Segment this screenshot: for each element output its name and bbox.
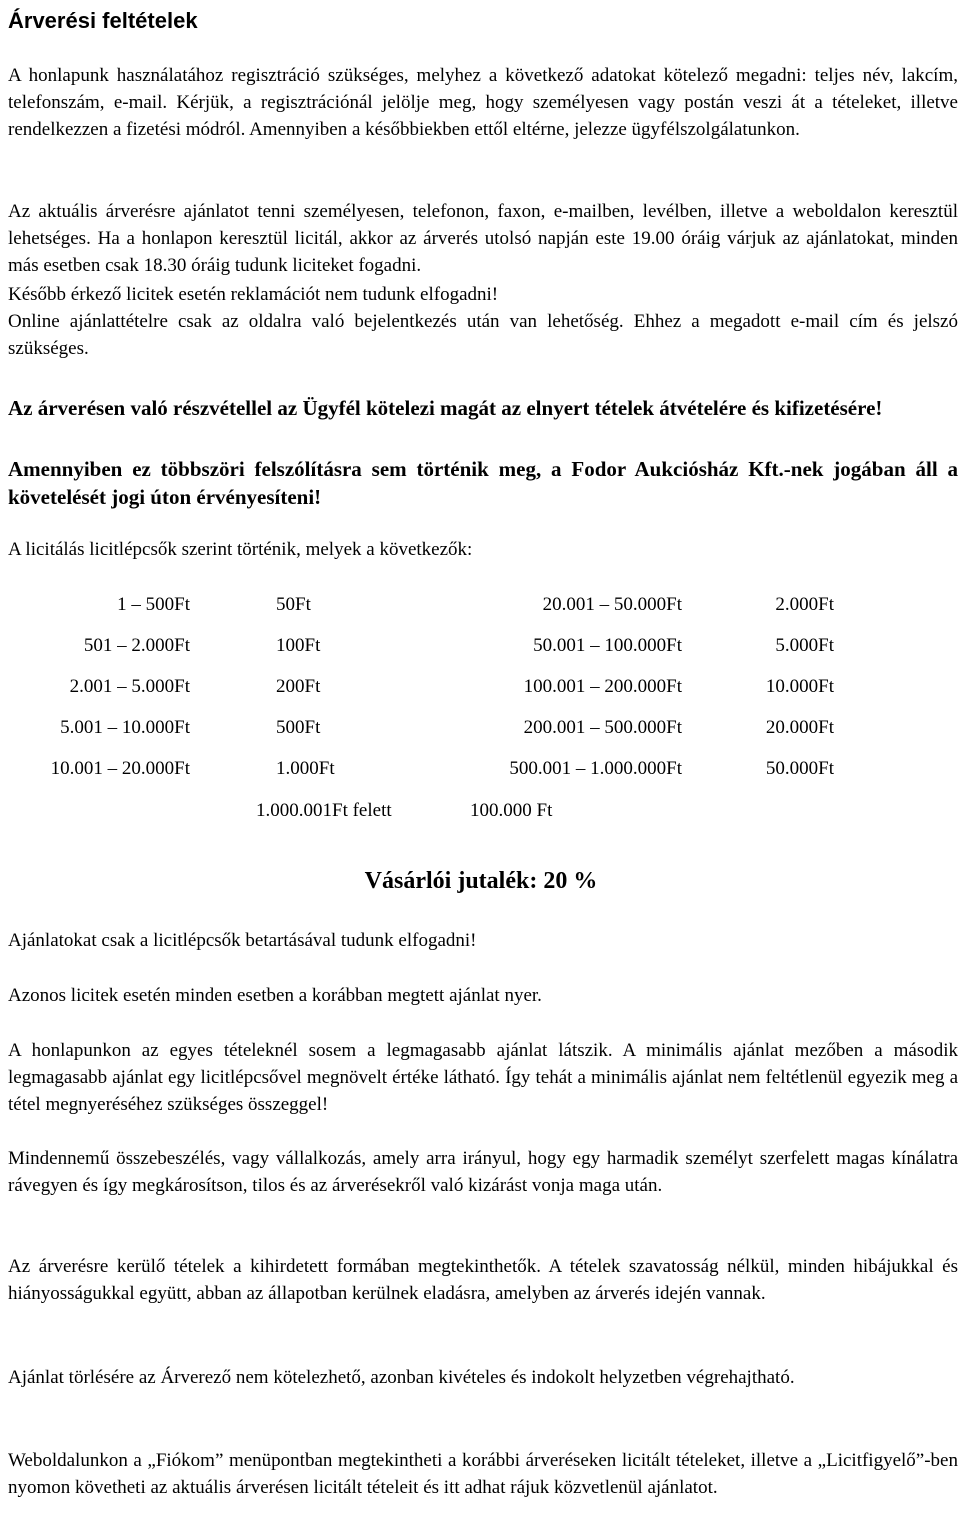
range-b: 500.001 – 1.000.000Ft	[509, 758, 682, 779]
bid-step-row-last	[8, 800, 958, 826]
legal-enforcement-notice: Amennyiben ez többszöri felszólításra sem történik meg, a Fodor Aukciósház Kft.-nek jogában áll a követelését jogi úton érvényesíteni!	[8, 457, 958, 509]
collusion-paragraph: Mindennemű összebeszélés, vagy vállalkozás, amely arra irányul, hogy egy harmadik személyt szerfelett magas kínálatra rávegyen és így megkárosítson, tilos és az árverésekről való kizárást vonja maga után.	[8, 1148, 958, 1196]
range-last: 1.000.001Ft felett	[256, 800, 392, 821]
registration-paragraph: A honlapunk használatához regisztráció szükséges, melyhez a következő adatokat kötelező megadni: teljes név, lakcím, telefonszám, e-mail. Kérjük, a regisztrációnál jelölje meg, hogy személyesen vagy postán veszi át a tételeket, illetve rendelkezzen a fizetési módról. Amennyiben a későbbiekben ettől eltérne, jelezze ügyfélszolgálatunkon.	[8, 65, 958, 140]
range-b: 200.001 – 500.000Ft	[523, 717, 682, 738]
obligation-notice: Az árverésen való részvétellel az Ügyfél kötelezi magát az elnyert tételek átvételére és kifizetésére!	[8, 396, 883, 420]
range-a: 10.001 – 20.000Ft	[50, 758, 190, 779]
step-last: 100.000 Ft	[470, 800, 553, 821]
page-title: Árverési feltételek	[8, 8, 198, 33]
range-b: 100.001 – 200.000Ft	[523, 676, 682, 697]
step-b: 20.000Ft	[765, 717, 834, 738]
bid-steps-intro: A licitálás licitlépcsők szerint történik, melyek a következők:	[8, 539, 473, 560]
bidding-methods-paragraph: Az aktuális árverésre ajánlatot tenni személyesen, telefonon, faxon, e-mailben, levélben, illetve a weboldalon keresztül lehetséges. Ha a honlapon keresztül licitál, akkor az árverés utolsó napján este 19.00 óráig várjuk az ajánlatokat, minden más esetben csak 18.30 óráig tudunk liciteket fogadni.	[8, 201, 958, 276]
equal-bids-rule: Azonos licitek esetén minden esetben a korábban megtett ajánlat nyer.	[8, 985, 542, 1006]
range-a: 1 – 500Ft	[117, 594, 190, 615]
buyer-commission: Vásárlói jutalék: 20 %	[364, 868, 598, 894]
range-a: 2.001 – 5.000Ft	[69, 676, 190, 697]
step-b: 10.000Ft	[765, 676, 834, 697]
range-b: 50.001 – 100.000Ft	[533, 635, 682, 656]
online-bidding-paragraph: Online ajánlattételre csak az oldalra való bejelentkezés után van lehetőség. Ehhez a megadott e-mail cím és jelszó szükséges.	[8, 311, 958, 359]
step-b: 2.000Ft	[775, 594, 834, 615]
bid-step-row	[8, 758, 958, 784]
range-a: 5.001 – 10.000Ft	[60, 717, 190, 738]
step-a: 50Ft	[276, 594, 311, 615]
account-menu-paragraph: Weboldalunkon a „Fiókom” menüpontban megtekintheti a korábbi árveréseken licitált tételeket, illetve a „Licitfigyelő”-ben nyomon követheti az aktuális árverésen licitált tételeit és itt adhat rájuk közvetlenül ajánlatot.	[8, 1450, 958, 1498]
step-a: 1.000Ft	[276, 758, 335, 779]
step-b: 50.000Ft	[765, 758, 834, 779]
bid-step-row	[8, 594, 958, 620]
bid-steps-acceptance: Ajánlatokat csak a licitlépcsők betartásával tudunk elfogadni!	[8, 930, 477, 951]
step-a: 500Ft	[276, 717, 321, 738]
step-a: 200Ft	[276, 676, 321, 697]
step-a: 100Ft	[276, 635, 321, 656]
bid-step-row	[8, 717, 958, 743]
range-a: 501 – 2.000Ft	[83, 635, 190, 656]
range-b: 20.001 – 50.000Ft	[542, 594, 682, 615]
bid-withdrawal-paragraph: Ajánlat törlésére az Árverező nem kötelezhető, azonban kivételes és indokolt helyzetben végrehajtható.	[8, 1367, 795, 1388]
late-bids-notice: Később érkező licitek esetén reklamációt nem tudunk elfogadni!	[8, 284, 499, 305]
items-condition-paragraph: Az árverésre kerülő tételek a kihirdetett formában megtekinthetők. A tételek szavatosság nélkül, minden hibájukkal és hiányosságukkal együtt, abban az állapotban kerülnek eladásra, amelyben az árverés idején vannak.	[8, 1256, 958, 1304]
bid-step-row	[8, 635, 958, 661]
minimum-bid-paragraph: A honlapunkon az egyes tételeknél sosem a legmagasabb ajánlat látszik. A minimális ajánlat mezőben a második legmagasabb ajánlat egy licitlépcsővel megnövelt értéke látható. Így tehát a minimális ajánlat nem feltétlenül egyezik meg a tétel megnyeréséhez szükséges összeggel!	[8, 1040, 958, 1115]
step-b: 5.000Ft	[775, 635, 834, 656]
bid-step-row	[8, 676, 958, 702]
